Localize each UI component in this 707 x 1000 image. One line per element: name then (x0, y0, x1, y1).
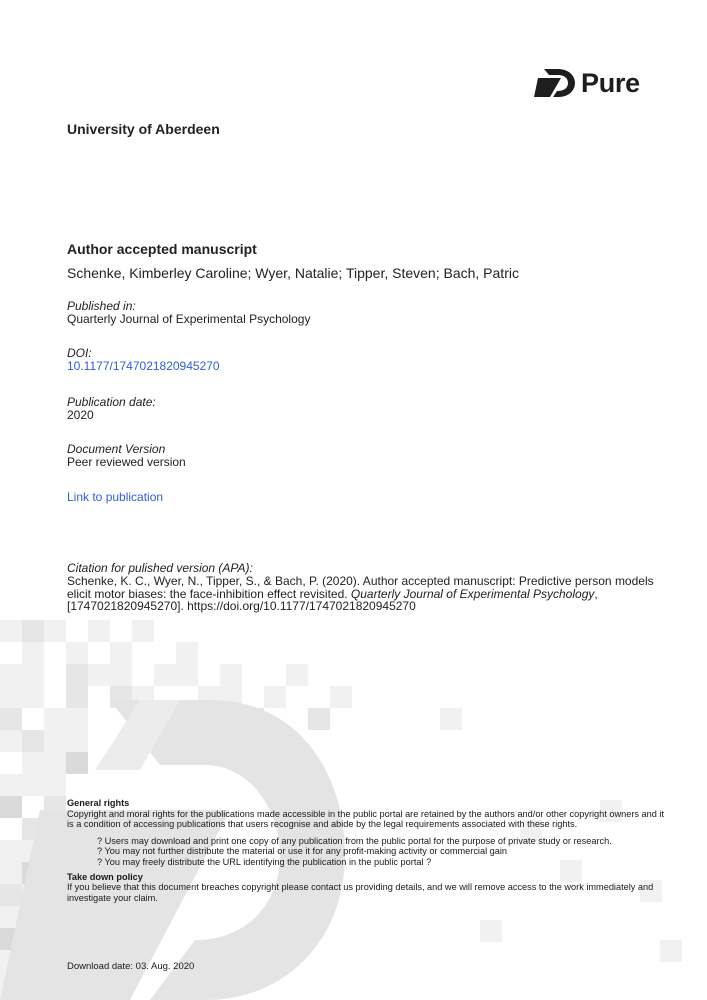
citation-journal: Quarterly Journal of Experimental Psychology (350, 586, 595, 601)
download-date: Download date: 03. Aug. 2020 (67, 961, 195, 972)
pure-logo-icon (534, 66, 578, 100)
citation-section (67, 562, 667, 613)
publication-date-section (67, 396, 667, 422)
list-item: ? Users may download and print one copy of any publication from the public portal for the purpose of private study or research. (97, 835, 612, 846)
published-in-value: Quarterly Journal of Experimental Psychology (67, 312, 311, 326)
citation-part2: , [1747021820945270]. https://doi.org/10.1177/1747021820945270 (67, 586, 598, 613)
published-in-section (67, 300, 667, 326)
pure-logo (534, 66, 640, 100)
document-authors: Schenke, Kimberley Caroline; Wyer, Natalie; Tipper, Steven; Bach, Patric (67, 265, 519, 281)
document-version-label: Document Version (67, 442, 166, 456)
general-rights-heading: General rights (67, 798, 130, 808)
link-to-publication[interactable]: Link to publication (67, 490, 164, 504)
publication-date-value: 2020 (67, 408, 94, 422)
citation-text (67, 575, 667, 613)
published-in-label: Published in: (67, 299, 136, 313)
doi-link[interactable]: 10.1177/1747021820945270 (67, 359, 220, 373)
document-version-value: Peer reviewed version (67, 455, 186, 469)
rights-list (67, 836, 667, 868)
doi-label: DOI: (67, 346, 92, 360)
publication-date-label: Publication date: (67, 395, 156, 409)
institution-name: University of Aberdeen (67, 121, 220, 137)
document-version-section (67, 443, 667, 469)
general-rights-section (67, 798, 667, 903)
takedown-text: If you believe that this document breaches copyright please contact us providing details, and we will remove access to the work immediately and investigate your claim. (67, 882, 654, 903)
general-rights-text: Copyright and moral rights for the publications made accessible in the public portal are retained by the authors and/or other copyright owners and it is a condition of accessing publications that users recognise and abide by the legal requirements associated with these rights. (67, 808, 665, 830)
takedown-heading: Take down policy (67, 871, 143, 882)
list-item: ? You may not further distribute the material or use it for any profit-making activity or commercial gain (97, 846, 508, 857)
citation-label: Citation for pulished version (APA): (67, 561, 253, 575)
citation-part1: Schenke, K. C., Wyer, N., Tipper, S., & Bach, P. (2020). Author accepted manuscript: Predictive person models elicit motor biases: the face-inhibition effect revisited. (67, 574, 654, 601)
doi-section (67, 347, 667, 373)
list-item: ? You may freely distribute the URL identifying the publication in the public portal ? (97, 856, 432, 867)
pure-logo-text: Pure (581, 67, 640, 98)
document-title: Author accepted manuscript (67, 241, 257, 257)
